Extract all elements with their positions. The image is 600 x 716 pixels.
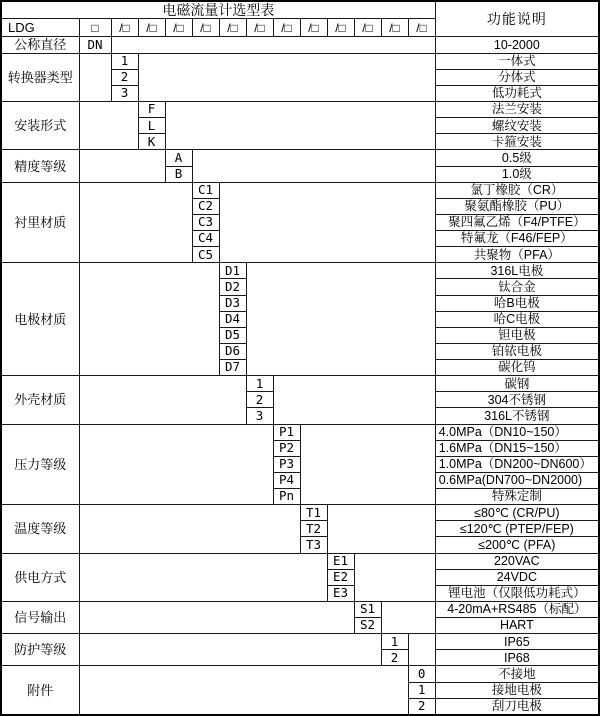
description-cell: 法兰安装 bbox=[435, 102, 599, 118]
code-cell: E3 bbox=[327, 585, 354, 601]
category-label: 衬里材质 bbox=[1, 182, 79, 263]
category-label: 转换器类型 bbox=[1, 53, 79, 101]
code-cell: C4 bbox=[192, 231, 219, 247]
description-cell: 316L不锈钢 bbox=[435, 408, 599, 424]
code-cell: 3 bbox=[111, 85, 138, 101]
description-cell: 氯丁橡胶（CR） bbox=[435, 182, 599, 198]
code-cell: P2 bbox=[273, 440, 300, 456]
code-cell: Pn bbox=[273, 489, 300, 505]
code-cell: S2 bbox=[354, 618, 381, 634]
category-label: 防护等级 bbox=[1, 634, 79, 666]
code-cell: K bbox=[138, 134, 165, 150]
right-filler-cell bbox=[246, 263, 435, 376]
code-cell: D5 bbox=[219, 327, 246, 343]
right-filler-cell bbox=[138, 53, 435, 101]
code-cell: D6 bbox=[219, 343, 246, 359]
code-cell: 2 bbox=[408, 698, 435, 715]
right-filler-cell bbox=[381, 601, 435, 633]
category-label: 供电方式 bbox=[1, 553, 79, 601]
model-code-slot: /□ bbox=[246, 19, 273, 37]
code-cell: 1 bbox=[111, 53, 138, 69]
code-cell: 2 bbox=[246, 392, 273, 408]
code-cell: L bbox=[138, 118, 165, 134]
code-cell: D4 bbox=[219, 311, 246, 327]
left-filler-cell bbox=[79, 601, 354, 633]
left-filler-cell bbox=[79, 53, 111, 101]
model-prefix: LDG bbox=[1, 19, 79, 37]
code-cell: 1 bbox=[408, 682, 435, 698]
description-cell: 316L电极 bbox=[435, 263, 599, 279]
description-cell: 不接地 bbox=[435, 666, 599, 682]
category-label: 安装形式 bbox=[1, 102, 79, 150]
description-cell: 钽电极 bbox=[435, 327, 599, 343]
description-cell: 共聚物（PFA） bbox=[435, 247, 599, 263]
description-cell: 哈B电极 bbox=[435, 295, 599, 311]
code-cell: P4 bbox=[273, 472, 300, 488]
description-cell: 0.5级 bbox=[435, 150, 599, 166]
description-cell: 钛合金 bbox=[435, 279, 599, 295]
description-cell: 分体式 bbox=[435, 69, 599, 85]
model-code-slot: /□ bbox=[327, 19, 354, 37]
category-label: 压力等级 bbox=[1, 424, 79, 505]
code-cell: T2 bbox=[300, 521, 327, 537]
description-cell: 10-2000 bbox=[435, 37, 599, 54]
description-cell: 聚氨酯橡胶（PU） bbox=[435, 198, 599, 214]
category-label: 电极材质 bbox=[1, 263, 79, 376]
code-cell: A bbox=[165, 150, 192, 166]
code-cell: P1 bbox=[273, 424, 300, 440]
model-code-slot: /□ bbox=[165, 19, 192, 37]
left-filler-cell bbox=[79, 376, 246, 424]
model-code-slot: /□ bbox=[381, 19, 408, 37]
category-label: 温度等级 bbox=[1, 505, 79, 553]
description-cell: ≤200℃ (PFA) bbox=[435, 537, 599, 553]
code-cell: 2 bbox=[111, 69, 138, 85]
code-cell: 1 bbox=[246, 376, 273, 392]
function-column-header: 功能说明 bbox=[435, 1, 599, 37]
left-filler-cell bbox=[79, 263, 219, 376]
model-code-slot: /□ bbox=[300, 19, 327, 37]
code-cell: 2 bbox=[381, 650, 408, 666]
left-filler-cell bbox=[79, 182, 192, 263]
code-cell: C3 bbox=[192, 214, 219, 230]
code-cell: S1 bbox=[354, 601, 381, 617]
right-filler-cell bbox=[111, 37, 435, 54]
description-cell: 聚四氟乙烯（F4/PTFE） bbox=[435, 214, 599, 230]
description-cell: 24VDC bbox=[435, 569, 599, 585]
right-filler-cell bbox=[219, 182, 435, 263]
table-title: 电磁流量计选型表 bbox=[1, 1, 435, 19]
left-filler-cell bbox=[79, 634, 381, 666]
code-cell: D3 bbox=[219, 295, 246, 311]
description-cell: 4-20mA+RS485（标配） bbox=[435, 601, 599, 617]
right-filler-cell bbox=[354, 553, 435, 601]
model-code-slot: /□ bbox=[273, 19, 300, 37]
model-code-box: □ bbox=[79, 19, 111, 37]
description-cell: ≤80℃ (CR/PU) bbox=[435, 505, 599, 521]
description-cell: 碳钢 bbox=[435, 376, 599, 392]
category-label: 外壳材质 bbox=[1, 376, 79, 424]
selection-table-body bbox=[1, 1, 599, 715]
left-filler-cell bbox=[79, 102, 138, 150]
description-cell: 铂铱电极 bbox=[435, 343, 599, 359]
left-filler-cell bbox=[79, 553, 327, 601]
left-filler-cell bbox=[79, 150, 165, 182]
description-cell: 螺纹安装 bbox=[435, 118, 599, 134]
description-cell: HART bbox=[435, 618, 599, 634]
right-filler-cell bbox=[192, 150, 435, 182]
description-cell: 哈C电极 bbox=[435, 311, 599, 327]
code-cell: F bbox=[138, 102, 165, 118]
code-cell: T3 bbox=[300, 537, 327, 553]
code-cell: DN bbox=[79, 37, 111, 54]
description-cell: 4.0MPa（DN10~150） bbox=[435, 424, 599, 440]
right-filler-cell bbox=[273, 376, 435, 424]
description-cell: 刮刀电极 bbox=[435, 698, 599, 715]
right-filler-cell bbox=[408, 634, 435, 666]
code-cell: 0 bbox=[408, 666, 435, 682]
category-label: 公称直径 bbox=[1, 37, 79, 54]
category-label: 信号输出 bbox=[1, 601, 79, 633]
description-cell: 220VAC bbox=[435, 553, 599, 569]
description-cell: 低功耗式 bbox=[435, 85, 599, 101]
code-cell: 3 bbox=[246, 408, 273, 424]
category-label: 精度等级 bbox=[1, 150, 79, 182]
description-cell: 卡箍安装 bbox=[435, 134, 599, 150]
model-code-slot: /□ bbox=[354, 19, 381, 37]
code-cell: D7 bbox=[219, 360, 246, 376]
description-cell: IP68 bbox=[435, 650, 599, 666]
left-filler-cell bbox=[79, 505, 300, 553]
code-cell: 1 bbox=[381, 634, 408, 650]
left-filler-cell bbox=[79, 424, 273, 505]
code-cell: E1 bbox=[327, 553, 354, 569]
description-cell: 特氟龙（F46/FEP） bbox=[435, 231, 599, 247]
category-label: 附件 bbox=[1, 666, 79, 715]
description-cell: 304不锈钢 bbox=[435, 392, 599, 408]
description-cell: 1.6MPa（DN15~150） bbox=[435, 440, 599, 456]
right-filler-cell bbox=[300, 424, 435, 505]
code-cell: E2 bbox=[327, 569, 354, 585]
code-cell: P3 bbox=[273, 456, 300, 472]
description-cell: 1.0MPa（DN200~DN600） bbox=[435, 456, 599, 472]
description-cell: IP65 bbox=[435, 634, 599, 650]
right-filler-cell bbox=[165, 102, 435, 150]
description-cell: 碳化钨 bbox=[435, 360, 599, 376]
model-code-slot: /□ bbox=[192, 19, 219, 37]
description-cell: 1.0级 bbox=[435, 166, 599, 182]
model-code-slot: /□ bbox=[111, 19, 138, 37]
description-cell: 0.6MPa(DN700~DN2000) bbox=[435, 472, 599, 488]
description-cell: 接地电极 bbox=[435, 682, 599, 698]
code-cell: C2 bbox=[192, 198, 219, 214]
model-code-slot: /□ bbox=[138, 19, 165, 37]
code-cell: T1 bbox=[300, 505, 327, 521]
model-code-slot: /□ bbox=[219, 19, 246, 37]
right-filler-cell bbox=[327, 505, 435, 553]
code-cell: C5 bbox=[192, 247, 219, 263]
description-cell: 特殊定制 bbox=[435, 489, 599, 505]
left-filler-cell bbox=[79, 666, 408, 715]
model-code-slot: /□ bbox=[408, 19, 435, 37]
code-cell: B bbox=[165, 166, 192, 182]
code-cell: C1 bbox=[192, 182, 219, 198]
code-cell: D2 bbox=[219, 279, 246, 295]
description-cell: ≤120℃ (PTEP/FEP) bbox=[435, 521, 599, 537]
code-cell: D1 bbox=[219, 263, 246, 279]
description-cell: 一体式 bbox=[435, 53, 599, 69]
description-cell: 锂电池（仅限低功耗式） bbox=[435, 585, 599, 601]
